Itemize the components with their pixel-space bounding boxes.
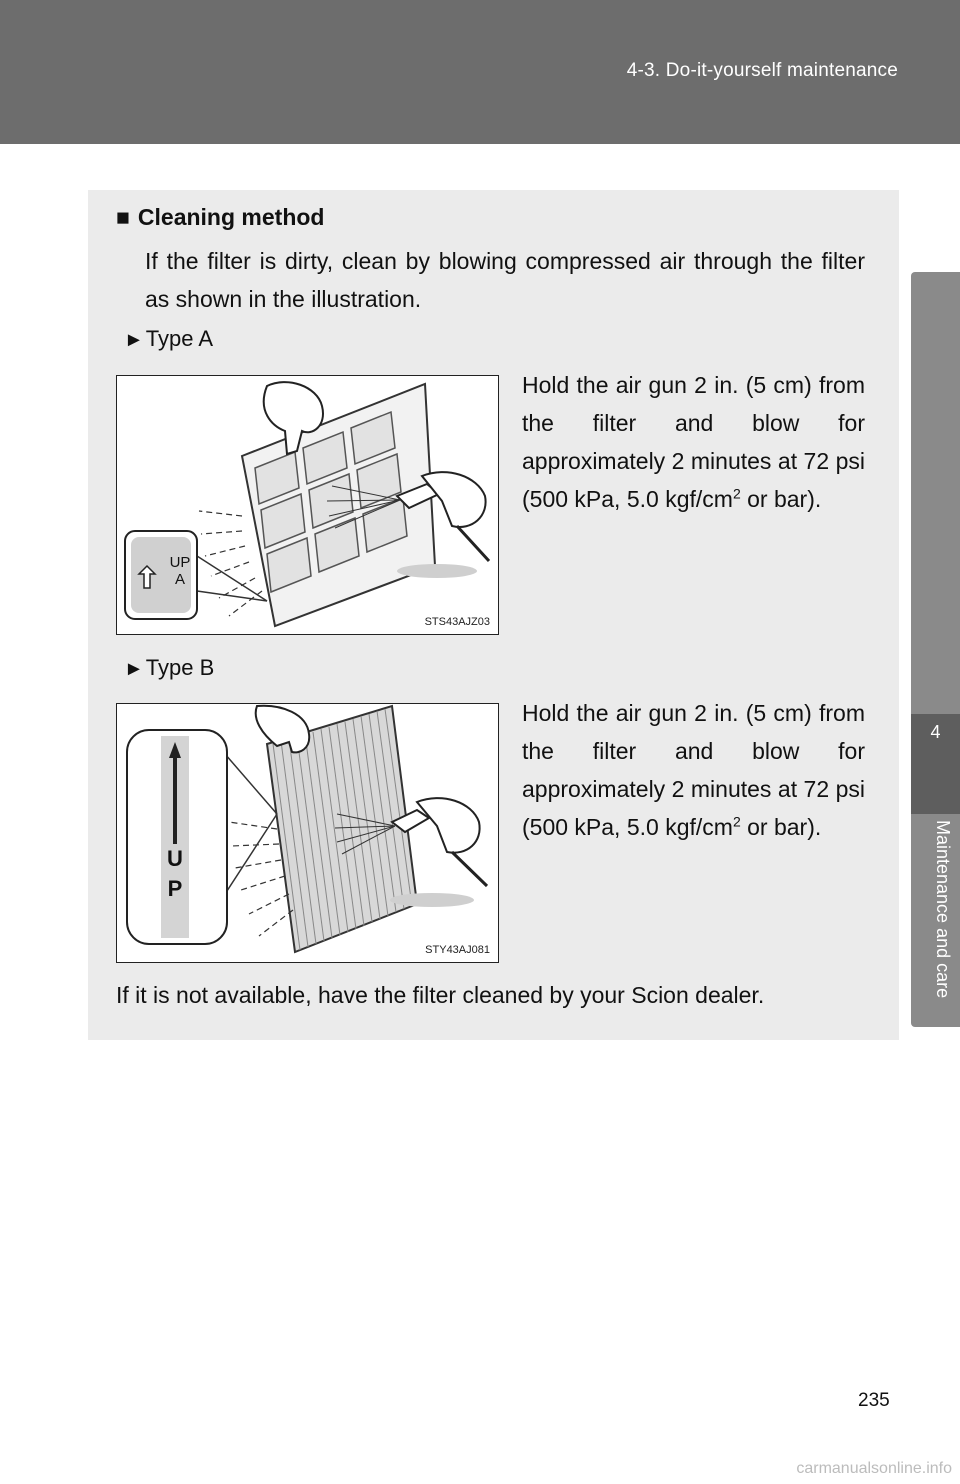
- type-a-label: [124, 326, 213, 352]
- callout-line-2: A: [174, 571, 185, 588]
- superscript: 2: [732, 813, 741, 830]
- desc-text: Hold the air gun 2 in. (5 cm) from the filter and blow for approximately 2 minutes at 72 psi (500 kPa, 5.0 kgf/cm: [522, 700, 865, 840]
- type-a-text: Type A: [145, 326, 214, 351]
- chapter-number: 4: [930, 722, 941, 742]
- type-b-label: [124, 655, 214, 681]
- type-b-description: [522, 694, 865, 846]
- type-a-description: [522, 366, 865, 518]
- desc-text-end: or bar).: [740, 486, 822, 512]
- filter-type-a-illustration: [117, 376, 499, 635]
- callout-line-1: UP: [169, 554, 191, 571]
- callout-up-b: UP: [167, 846, 183, 901]
- figure-code: STY43AJ081: [425, 944, 490, 956]
- section-heading: [116, 204, 324, 231]
- section-title: 4-3. Do-it-yourself maintenance: [626, 60, 898, 81]
- page-header: [0, 0, 960, 144]
- callout-up-a: [163, 554, 197, 588]
- figure-type-b: [116, 703, 499, 963]
- triangle-right-icon: ►: [124, 329, 144, 351]
- triangle-right-icon: ►: [124, 658, 144, 680]
- desc-text: Hold the air gun 2 in. (5 cm) from the filter and blow for approximately 2 minutes at 72 psi (500 kPa, 5.0 kgf/cm: [522, 372, 865, 512]
- figure-code: STS43AJZ03: [424, 616, 490, 628]
- superscript: 2: [732, 485, 741, 502]
- chapter-number-box: [911, 714, 960, 814]
- dealer-note: If it is not available, have the filter cleaned by your Scion dealer.: [116, 982, 765, 1008]
- figure-type-a: [116, 375, 499, 635]
- page-number: 235: [858, 1390, 890, 1411]
- watermark: carmanualsonline.info: [796, 1460, 952, 1477]
- intro-paragraph: If the filter is dirty, clean by blowing compressed air through the filter as shown in the illustration.: [145, 248, 865, 312]
- square-bullet-icon: ■: [116, 204, 130, 230]
- heading-text: Cleaning method: [137, 204, 325, 230]
- chapter-label: Maintenance and care: [933, 820, 953, 999]
- filter-type-b-illustration: [117, 704, 499, 963]
- desc-text-end: or bar).: [740, 814, 822, 840]
- type-b-text: Type B: [145, 655, 215, 680]
